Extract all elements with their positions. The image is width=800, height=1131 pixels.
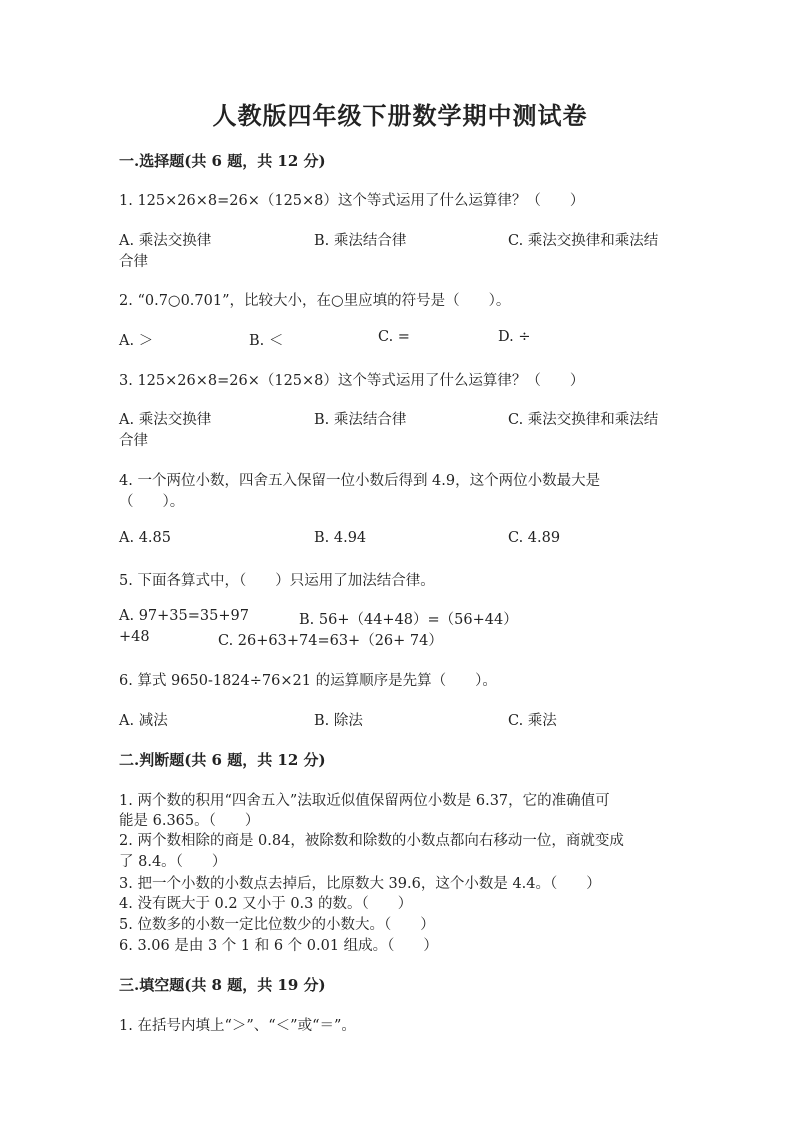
section-heading-fill-in: 三.填空题(共 8 题，共 19 分)	[119, 976, 326, 994]
option-1-1-c: C. 乘法交换律和乘法结	[508, 233, 659, 249]
option-1-5-a: A. 97+35=35+97	[119, 608, 249, 624]
option-1-1-b: B. 乘法结合律	[314, 233, 407, 249]
option-1-6-b: B. 除法	[314, 713, 363, 729]
option-1-4-c: C. 4.89	[508, 530, 561, 546]
option-1-2-a: A. ＞	[119, 333, 154, 349]
question-3-1: 1. 在括号内填上“＞”、“＜”或“＝”。	[119, 1018, 356, 1034]
question-1-1: 1. 125×26×8=26×（125×8）这个等式运用了什么运算律？（ ）	[119, 193, 585, 209]
tf-line: 3. 把一个小数的小数点去掉后，比原数大 39.6，这个小数是 4.4。（ ）	[119, 876, 601, 892]
question-1-2: 2. “0.7○0.701”，比较大小，在○里应填的符号是（ ）。	[119, 293, 511, 309]
option-1-6-a: A. 减法	[119, 713, 168, 729]
section-heading-multiple-choice: 一.选择题(共 6 题，共 12 分)	[119, 152, 326, 170]
option-1-3-c: C. 乘法交换律和乘法结	[508, 412, 659, 428]
tf-line: 5. 位数多的小数一定比位数少的小数大。（ ）	[119, 917, 435, 933]
option-1-5-b: B. 56+（44+48）=（56+44）	[299, 612, 518, 628]
section-heading-true-false: 二.判断题(共 6 题，共 12 分)	[119, 751, 326, 769]
tf-line: 4. 没有既大于 0.2 又小于 0.3 的数。（ ）	[119, 896, 413, 912]
question-1-4-cont: （ ）。	[119, 494, 185, 510]
question-1-6: 6. 算式 9650-1824÷76×21 的运算顺序是先算（ ）。	[119, 673, 497, 689]
question-1-4: 4. 一个两位小数，四舍五入保留一位小数后得到 4.9，这个两位小数最大是	[119, 473, 601, 489]
option-1-3-a: A. 乘法交换律	[119, 412, 212, 428]
tf-line: 2. 两个数相除的商是 0.84，被除数和除数的小数点都向右移动一位，商就变成	[119, 833, 624, 849]
option-1-3-b: B. 乘法结合律	[314, 412, 407, 428]
option-1-3-c-cont: 合律	[119, 433, 148, 449]
tf-line: 了 8.4。（ ）	[119, 854, 227, 870]
option-1-2-b: B. ＜	[249, 333, 284, 349]
tf-line: 1. 两个数的积用“四舍五入”法取近似值保留两位小数是 6.37，它的准确值可	[119, 793, 610, 809]
option-1-4-a: A. 4.85	[119, 530, 171, 546]
tf-line: 能是 6.365。（ ）	[119, 813, 260, 829]
option-1-2-d: D. ÷	[498, 329, 531, 345]
option-1-1-a: A. 乘法交换律	[119, 233, 212, 249]
option-1-5-b-cont: +48	[119, 629, 150, 645]
option-1-6-c: C. 乘法	[508, 713, 557, 729]
option-1-4-b: B. 4.94	[314, 530, 367, 546]
tf-line: 6. 3.06 是由 3 个 1 和 6 个 0.01 组成。（ ）	[119, 938, 438, 954]
question-1-5: 5. 下面各算式中，（ ）只运用了加法结合律。	[119, 573, 435, 589]
option-1-2-c: C. =	[378, 329, 410, 345]
option-1-1-c-cont: 合律	[119, 254, 148, 270]
question-1-3: 3. 125×26×8=26×（125×8）这个等式运用了什么运算律？（ ）	[119, 373, 585, 389]
page-title: 人教版四年级下册数学期中测试卷	[212, 101, 588, 130]
option-1-5-c: C. 26+63+74=63+（26+ 74）	[218, 633, 443, 649]
